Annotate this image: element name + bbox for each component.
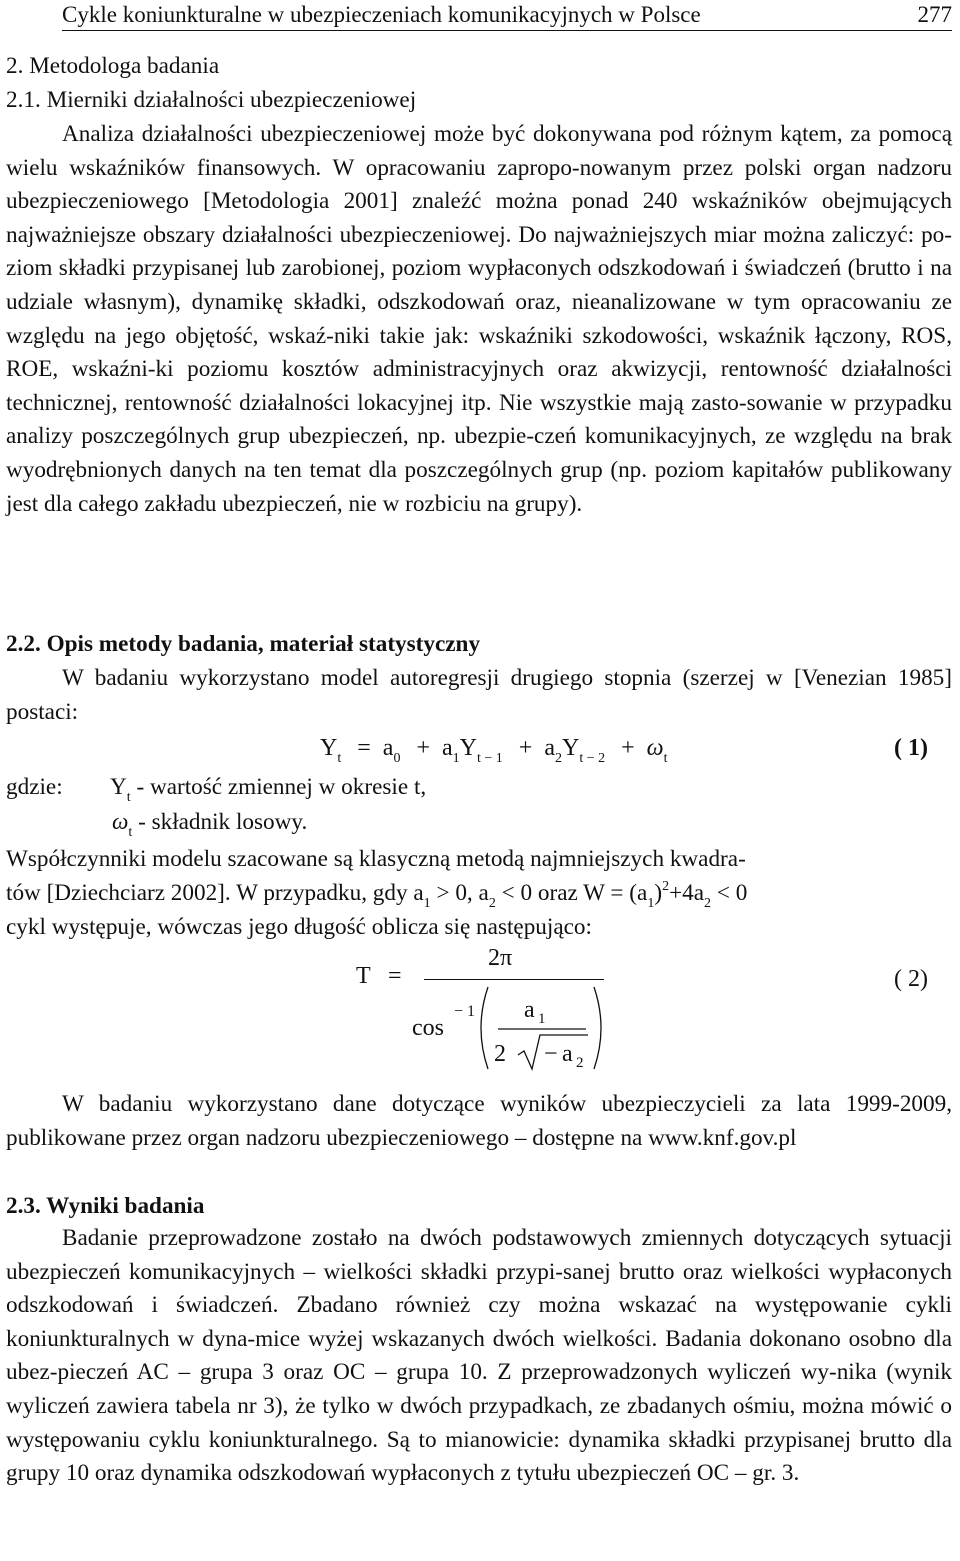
section-2-2-heading: 2.2. Opis metody badania, materiał statystyczny xyxy=(6,631,481,657)
section-2-2-paragraph-3: W badaniu wykorzystano dane dotyczące wyników ubezpieczycieli za lata 1999-2009, publikowane przez organ nadzoru ubezpieczeniowego – dostępne na www.knf.gov.pl xyxy=(6,1091,952,1151)
section-2-2-paragraph-2-line-1: Współczynniki modelu szacowane są klasyczną metodą najmniejszych kwadra- xyxy=(6,846,746,872)
where-label: gdzie: xyxy=(6,774,63,800)
where-y-line: $Y_t$ - wartość zmiennej w okresie t, xyxy=(110,774,427,805)
section-2-3-heading: 2.3. Wyniki badania xyxy=(6,1193,205,1219)
section-2-3-paragraph: Badanie przeprowadzone zostało na dwóch podstawowych zmiennych dotyczących sytuacji ubezpieczeń komunikacyjnych – wielkości składki przypi-sanej brutto oraz wielkości wypłaconych odszkodowań i świadczeń. Zbadano również czy można wskazać na występowanie cykli koniunkturalnych w dyna-mice wyżej wskazanych dwóch wielkości. Badania dokonano osobno dla ubez-pieczeń AC – grupa 3 oraz OC – grupa 10. Z przeprowadzonych wyliczeń wy-nika (wynik wyliczeń zawiera tabela nr 3), że tylko w dwóch przypadkach, ze zbadanych ośmiu, można mówić o występowaniu cyklu koniunkturalnego. Są to mianowicie: dynamika składki przypisanej brutto dla grupy 10 oraz dynamika odszkodowań wypłaconych z tytułu ubezpieczeń OC – gr. 3. xyxy=(6,1225,952,1487)
running-title: Cykle koniunkturalne w ubezpieczeniach komunikacyjnych w Polsce xyxy=(62,2,701,27)
where-omega-line: $\omega_t$ - składnik losowy. xyxy=(112,809,308,840)
equation-1-number: ( 1) xyxy=(894,735,928,761)
page-number: 277 xyxy=(917,2,952,27)
running-header xyxy=(62,0,952,31)
section-2-2-paragraph-2-line-3: cykl występuje, wówczas jego długość oblicza się następująco: xyxy=(6,914,592,940)
section-2-2-paragraph-2-line-2: tów [Dziechciarz 2002]. W przypadku, gdy $a_1 > 0$, $a_2 < 0$ oraz $W = (a_1)^2+4a_2 < 0$ xyxy=(6,879,748,911)
equation-1: $Y_t = a_0 + a_1Y_{t - 1} + a_2Y_{t - 2} + \omega_t$ xyxy=(320,735,668,766)
equation-2: T = 2π cos − 1 a 1 2 − a 2 xyxy=(356,945,686,1085)
section-2-1-heading: 2.1. Mierniki działalności ubezpieczeniowej xyxy=(6,87,417,113)
section-2-2-paragraph-1: W badaniu wykorzystano model autoregresji drugiego stopnia (szerzej w [Venezian 1985] postaci: xyxy=(6,665,952,725)
section-2-1-paragraph: Analiza działalności ubezpieczeniowej może być dokonywana pod różnym kątem, za pomocą wielu wskaźników finansowych. W opracowaniu zapropo-nowanym przez polski organ nadzoru ubezpieczeniowego [Metodologia 2001] znaleźć można ponad 240 wskaźników obejmujących najważniejsze obszary działalności ubezpieczeniowej. Do najważniejszych miar można zaliczyć: po-ziom składki przypisanej lub zarobionej, poziom wypłaconych odszkodowań i świadczeń (brutto i na udziale własnym), dynamikę składki, odszkodowań oraz, nieanalizowane w tym opracowaniu ze względu na jego objętość, wskaź-niki takie jak: wskaźniki szkodowości, wskaźnik łączony, ROS, ROE, wskaźni-ki poziomu kosztów administracyjnych oraz akwizycji, rentowność działalności technicznej, rentowność działalności lokacyjnej itp. Nie wszystkie mają zasto-sowanie w przypadku analizy poszczególnych grup ubezpieczeń, np. ubezpie-czeń komunikacyjnych, ze względu na brak wyodrębnionych danych na ten temat dla poszczególnych grup (np. poziom kapitałów publikowany jest dla całego zakładu ubezpieczeń, nie w rozbiciu na grupy). xyxy=(6,121,952,517)
equation-2-number: ( 2) xyxy=(894,966,928,992)
section-2-heading: 2. Metodologa badania xyxy=(6,53,220,79)
